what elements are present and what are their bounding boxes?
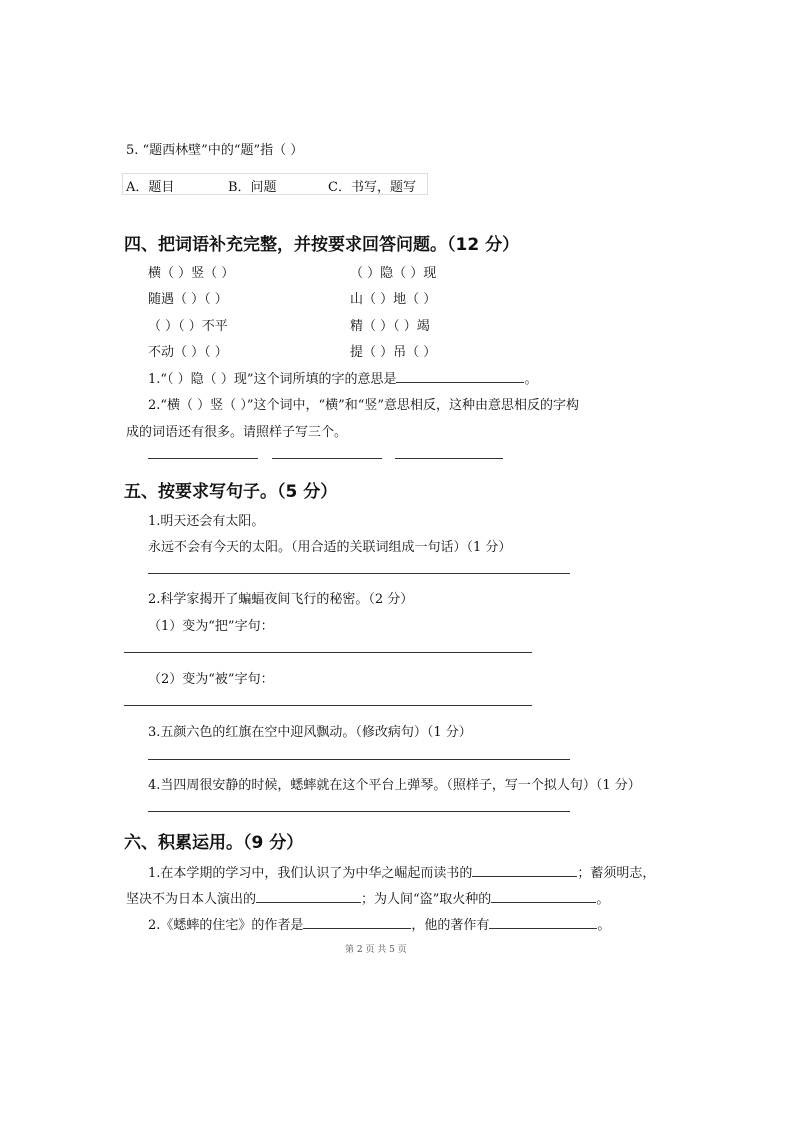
word-row-4-right: 提（ ）吊（ ）: [350, 345, 437, 360]
section-5-q1-b: 永远不会有今天的太阳。（用合适的关联词组成一句话）（1 分）: [148, 540, 512, 555]
page-footer: 第 2 页 共 5 页: [345, 945, 407, 955]
answer-line[interactable]: [124, 652, 532, 653]
answer-blank[interactable]: [303, 927, 411, 929]
section-5-q3: 3.五颜六色的红旗在空中迎风飘动。（修改病句）（1 分）: [148, 725, 472, 740]
word-row-2-left: 随遇（ ）（ ）: [148, 292, 228, 307]
option-a: A．题目: [126, 180, 175, 195]
word-row-1-right: （ ）隐（ ）现: [350, 266, 437, 281]
answer-blank[interactable]: [491, 901, 596, 903]
word-row-2-right: 山（ ）地（ ）: [350, 292, 437, 307]
answer-line[interactable]: [148, 573, 570, 574]
answer-line[interactable]: [148, 458, 258, 459]
word-row-4-left: 不动（ ）（ ）: [148, 345, 228, 360]
section-6-heading: 六、积累运用。（9 分）: [124, 833, 304, 853]
answer-blank[interactable]: [256, 901, 361, 903]
answer-line[interactable]: [272, 458, 382, 459]
word-row-3-left: （ ）（ ）不平: [148, 319, 228, 334]
answer-blank[interactable]: [396, 381, 524, 383]
section-6-q2: 2.《蟋蟀的住宅》的作者是 ，他的著作有 。: [148, 918, 611, 933]
section-5-q2: 2.科学家揭开了蝙蝠夜间飞行的秘密。（2 分）: [148, 592, 414, 607]
option-c: C．书写，题写: [328, 180, 416, 195]
section-4-q2-line2: 成的词语还有很多。请照样子写三个。: [126, 425, 348, 440]
section-4-q2-line1: 2.“横（ ）竖（ ）”这个词中，“横”和“竖”意思相反，这种由意思相反的字构: [148, 398, 580, 413]
section-4-q1: 1.“（ ）隐（ ）现”这个词所填的字的意思是 。: [148, 372, 538, 387]
section-6-q1-line2: 坚决不为日本人演出的 ；为人间“盗”取火种的 。: [126, 892, 610, 907]
question-5: 5. “题西林壁”中的“题”指（ ）: [126, 143, 304, 158]
answer-line[interactable]: [124, 705, 532, 706]
section-6-q1-line1: 1.在本学期的学习中，我们认识了为中华之崛起而读书的 ；蓄须明志，: [148, 866, 656, 881]
section-5-q2-1: （1）变为“把”字句：: [148, 619, 274, 634]
answer-blank[interactable]: [489, 927, 597, 929]
answer-line[interactable]: [148, 759, 570, 760]
section-4-heading: 四、把词语补充完整，并按要求回答问题。（12 分）: [124, 235, 520, 255]
word-row-3-right: 精（ ）（ ）竭: [350, 319, 430, 334]
answer-blank[interactable]: [472, 875, 577, 877]
section-5-heading: 五、按要求写句子。（5 分）: [124, 482, 338, 502]
section-5-q4: 4.当四周很安静的时候，蟋蟀就在这个平台上弹琴。（照样子，写一个拟人句）（1 分）: [148, 778, 641, 793]
section-5-q2-2: （2）变为“被”字句：: [148, 672, 274, 687]
word-row-1-left: 横（ ）竖（ ）: [148, 266, 235, 281]
section-5-q1-a: 1.明天还会有太阳。: [148, 514, 265, 529]
option-b: B．问题: [228, 180, 277, 195]
answer-line[interactable]: [148, 811, 570, 812]
answer-line[interactable]: [395, 458, 503, 459]
